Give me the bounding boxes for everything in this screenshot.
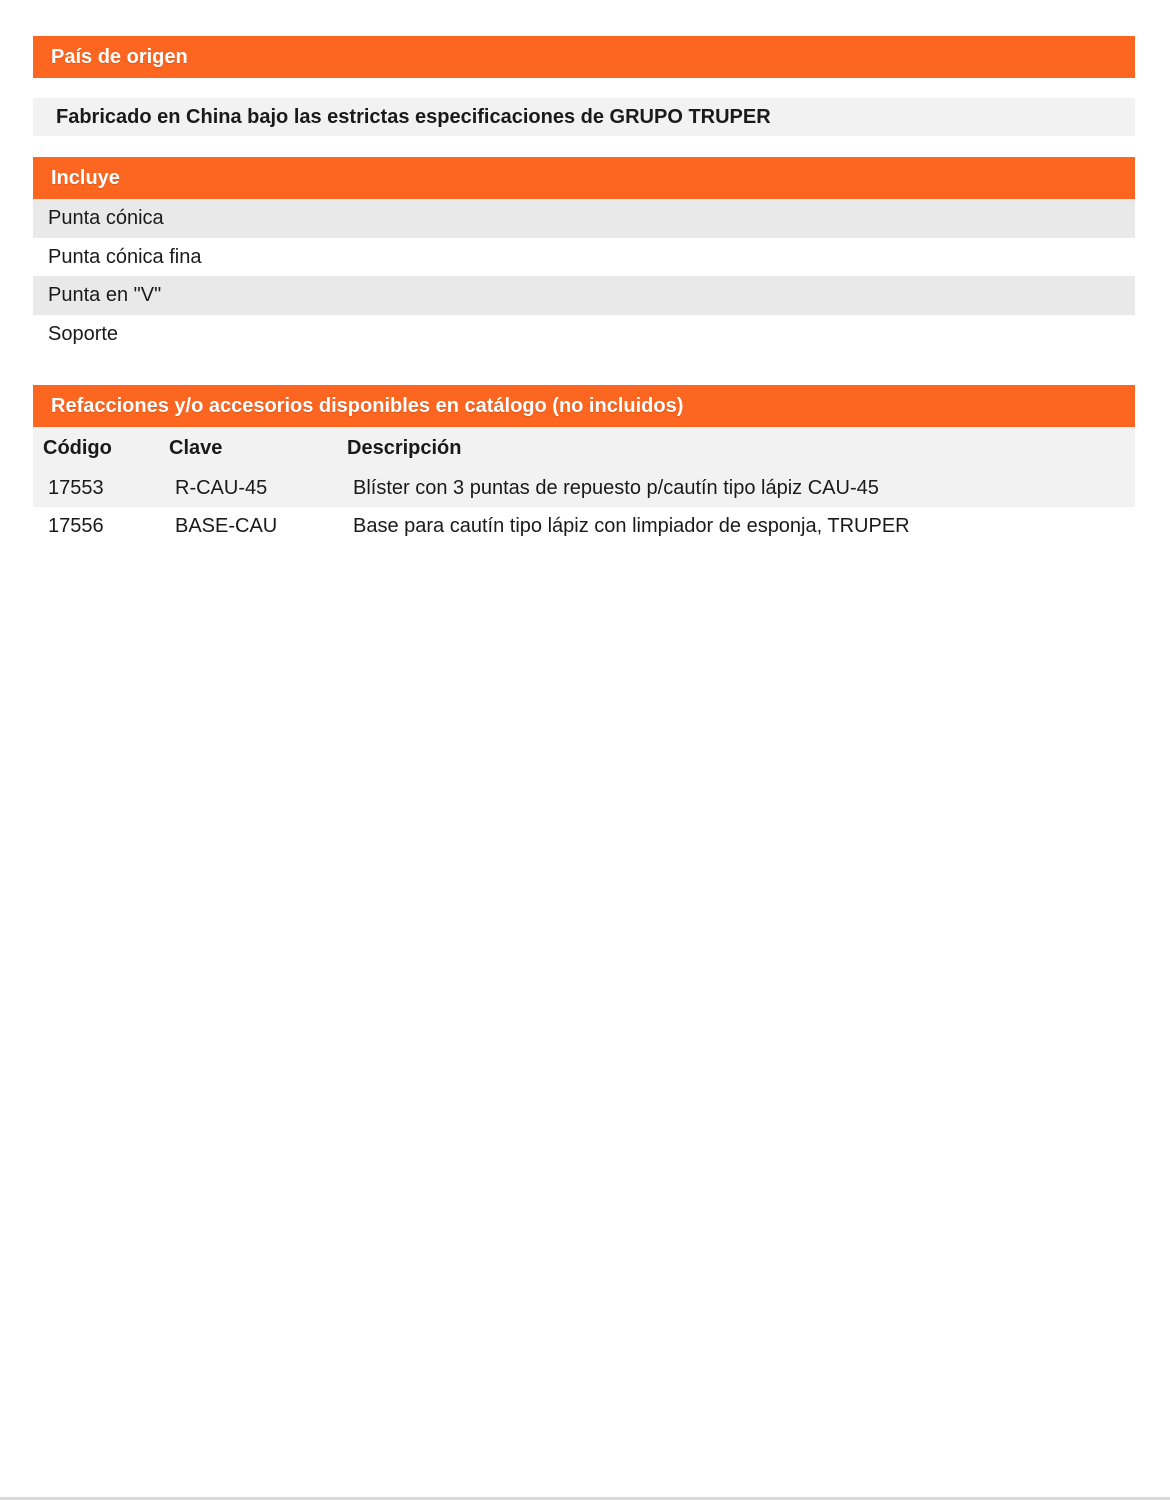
accessories-table bbox=[33, 427, 1135, 545]
cell-key: R-CAU-45 bbox=[169, 469, 347, 507]
accessories-section-header: Refacciones y/o accesorios disponibles en catálogo (no incluidos) bbox=[33, 385, 1135, 427]
table-row bbox=[33, 507, 1135, 545]
cell-description: Blíster con 3 puntas de repuesto p/cautín tipo lápiz CAU-45 bbox=[347, 469, 1135, 507]
column-header-code: Código bbox=[33, 427, 169, 469]
includes-list bbox=[33, 199, 1135, 353]
list-item: Punta cónica bbox=[33, 199, 1135, 238]
origin-section-header: País de origen bbox=[33, 36, 1135, 78]
origin-text: Fabricado en China bajo las estrictas especificaciones de GRUPO TRUPER bbox=[33, 98, 1135, 136]
column-header-key: Clave bbox=[169, 427, 347, 469]
spec-sheet bbox=[33, 36, 1135, 545]
table-row bbox=[33, 469, 1135, 507]
list-item: Soporte bbox=[48, 322, 119, 345]
cell-code: 17553 bbox=[33, 469, 169, 507]
list-item: Punta en "V" bbox=[33, 276, 1135, 315]
cell-description: Base para cautín tipo lápiz con limpiador de esponja, TRUPER bbox=[353, 514, 910, 537]
includes-section-header: Incluye bbox=[33, 157, 1135, 199]
cell-key: BASE-CAU bbox=[175, 514, 278, 537]
list-item: Punta cónica fina bbox=[48, 245, 202, 268]
table-header-row bbox=[33, 427, 1135, 469]
column-header-description: Descripción bbox=[347, 427, 1135, 469]
cell-code: 17556 bbox=[48, 514, 104, 537]
